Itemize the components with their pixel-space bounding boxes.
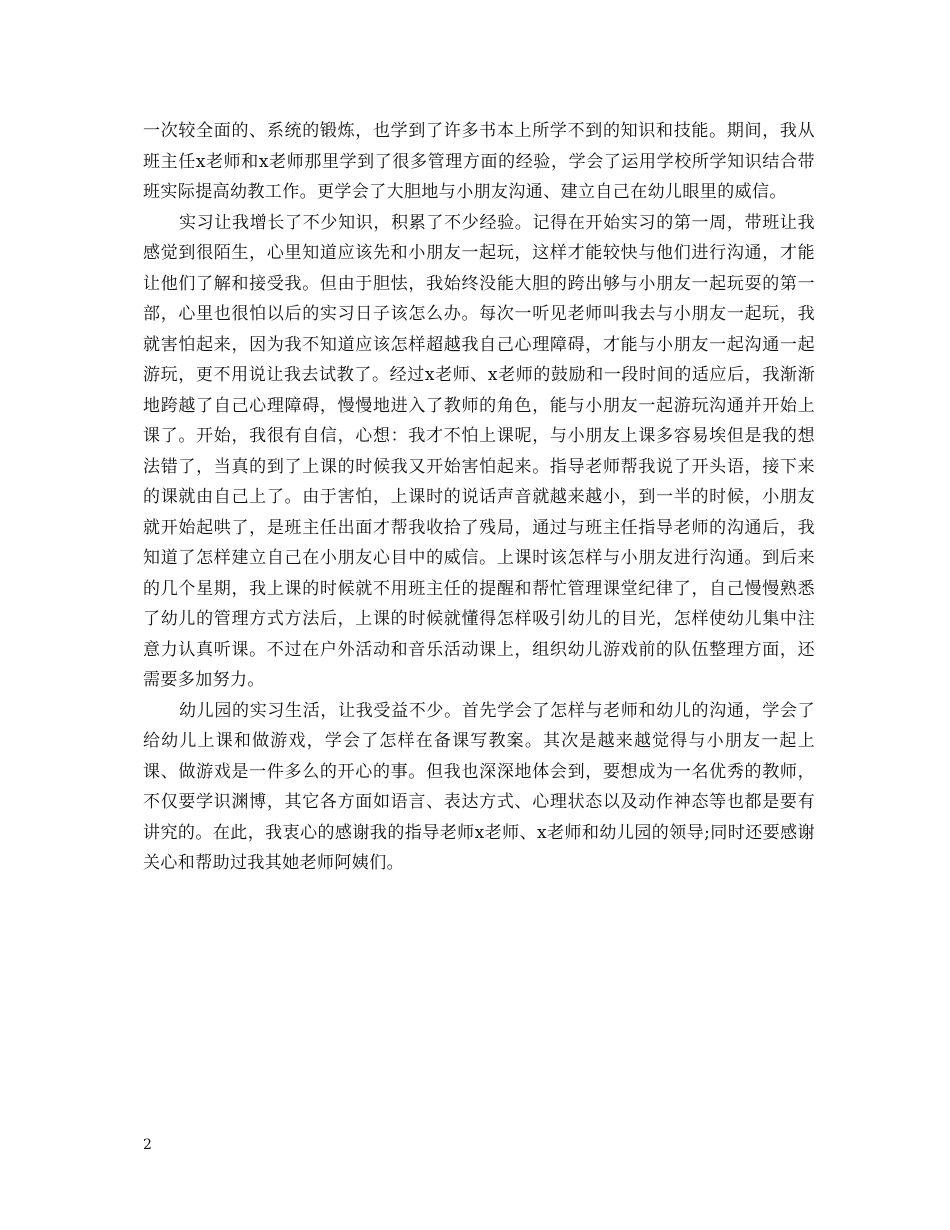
paragraph-2: 实习让我增长了不少知识，积累了不少经验。记得在开始实习的第一周，带班让我感觉到很陌生，心里知道应该先和小朋友一起玩，这样才能较快与他们进行沟通，才能让他们了解和接受我。但由于胆怯，我始终没能大胆的跨出够与小朋友一起玩耍的第一部，心里也很怕以后的实习日子该怎么办。每次一听见老师叫我去与小朋友一起玩，我就害怕起来，因为我不知道应该怎样超越我自己心理障碍，才能与小朋友一起沟通一起游玩，更不用说让我去试教了。经过x老师、x老师的鼓励和一段时间的适应后，我渐渐地跨越了自己心理障碍，慢慢地进入了教师的角色，能与小朋友一起游玩沟通并开始上课了。开始，我很有自信，心想：我才不怕上课呢，与小朋友上课多容易埃但是我的想法错了，当真的到了上课的时候我又开始害怕起来。指导老师帮我说了开头语，接下来的课就由自己上了。由于害怕，上课时的说话声音就越来越小，到一半的时候，小朋友就开始起哄了，是班主任出面才帮我收拾了残局，通过与班主任指导老师的沟通后，我知道了怎样建立自己在小朋友心目中的威信。上课时该怎样与小朋友进行沟通。到后来的几个星期，我上课的时候就不用班主任的提醒和帮忙管理课堂纪律了，自己慢慢熟悉了幼儿的管理方式方法后，上课的时候就懂得怎样吸引幼儿的目光，怎样使幼儿集中注意力认真听课。不过在户外活动和音乐活动课上，组织幼儿游戏前的队伍整理方面，还需要多加努力。: [143, 212, 815, 690]
document-body: [143, 116, 815, 879]
paragraph-1: 一次较全面的、系统的锻炼，也学到了许多书本上所学不到的知识和技能。期间，我从班主任x老师和x老师那里学到了很多管理方面的经验，学会了运用学校所学知识结合带班实际提高幼教工作。更学会了大胆地与小朋友沟通、建立自己在幼儿眼里的威信。: [143, 121, 815, 202]
paragraph-3: 幼儿园的实习生活，让我受益不少。首先学会了怎样与老师和幼儿的沟通，学会了给幼儿上课和做游戏，学会了怎样在备课写教案。其次是越来越觉得与小朋友一起上课、做游戏是一件多么的开心的事。但我也深深地体会到，要想成为一名优秀的教师，不仅要学识渊博，其它各方面如语言、表达方式、心理状态以及动作神态等也都是要有讲究的。在此，我衷心的感谢我的指导老师x老师、x老师和幼儿园的领导;同时还要感谢关心和帮助过我其她老师阿姨们。: [143, 700, 815, 873]
page-number: 2: [143, 1137, 152, 1153]
